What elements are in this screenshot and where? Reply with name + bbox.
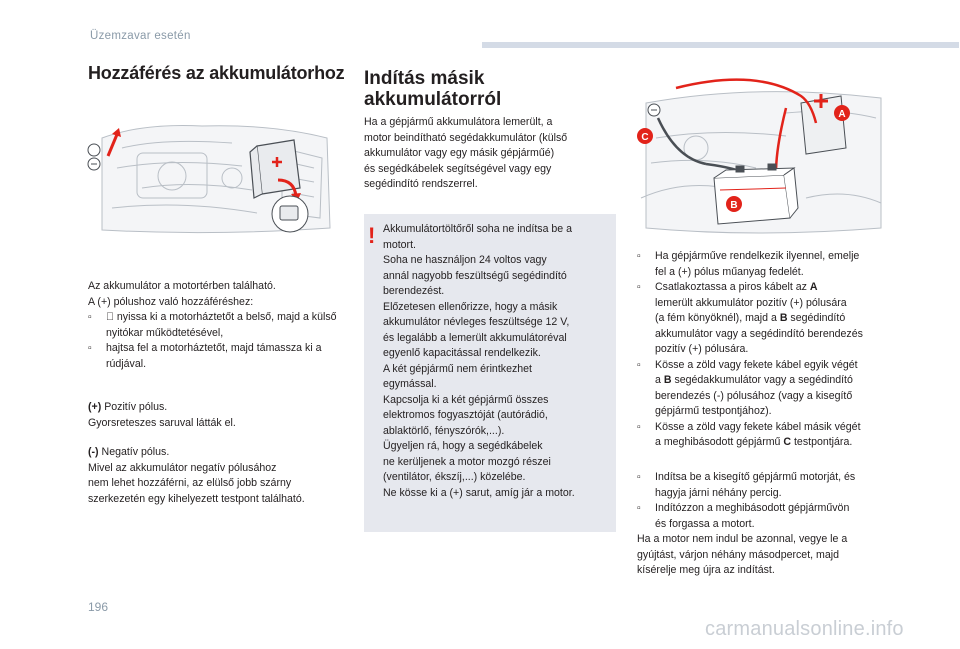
magnifier-detail xyxy=(272,196,308,232)
intro-line: Ha a gépjármű akkumulátora lemerült, a xyxy=(364,116,553,128)
bullet-marker: ▫ xyxy=(637,250,641,262)
warning-line: egyenlő kapacitással rendelkezik. xyxy=(383,347,541,359)
warning-line: annál nagyobb feszültségű segédindító xyxy=(383,269,567,282)
bullet-text: hajtsa fel a motorháztetőt, majd támassza ki a rúdjával. xyxy=(106,342,322,370)
left-body xyxy=(88,279,348,372)
warning-line: elektromos fogyasztóját (autórádió, xyxy=(383,409,548,421)
bullet-marker: ▫ xyxy=(88,311,92,323)
label-a: A xyxy=(838,109,846,120)
plus-pole-note xyxy=(88,400,348,431)
warning-line: és legalább a lemerült akkumulátoréval xyxy=(383,331,567,344)
step-item xyxy=(637,280,897,358)
step-line: Indítózzon a meghibásodott gépjárművön xyxy=(655,502,850,514)
warning-line: Akkumulátortöltőről soha ne indítsa be a xyxy=(383,223,573,235)
warning-line: Kapcsolja ki a két gépjármű összes xyxy=(383,393,549,406)
minus-text-2: nem lehet hozzáférni, az elülső jobb szárny xyxy=(88,477,292,489)
minus-text-1: Mivel az akkumulátor negatív pólusához xyxy=(88,461,277,474)
label-b: B xyxy=(730,200,738,211)
step-line: Kösse a zöld vagy fekete kábel másik végét xyxy=(655,420,861,433)
step-line: gépjármű testpontjához). xyxy=(655,405,772,417)
intro-line-2: A (+) pólushoz való hozzáféréshez: xyxy=(88,295,254,308)
warning-line: akkumulátor névleges feszültsége 12 V, xyxy=(383,316,570,328)
minus-pole-note xyxy=(88,445,358,507)
warning-line: motort. xyxy=(383,238,416,251)
warning-line: A két gépjármű nem érintkezhet xyxy=(383,362,532,375)
minus-title: Negatív pólus. xyxy=(98,446,170,458)
warning-line: ablaktörlő, fényszórók,...). xyxy=(383,424,505,437)
step-line: segédakkumulátor vagy a segédindító xyxy=(671,374,853,386)
tail-line: Ha a motor nem indul be azonnal, vegye le a xyxy=(637,533,848,545)
step-line: Indítsa be a kisegítő gépjármű motorját, és xyxy=(655,471,856,483)
label-ref: B xyxy=(663,374,672,386)
step-line: testpontjára. xyxy=(791,436,853,448)
middle-title-line-2: akkumulátorról xyxy=(364,89,502,110)
hood-release-icon xyxy=(88,144,100,156)
intro-line: akkumulátor vagy egy másik gépjárműé) xyxy=(364,147,555,159)
step-line: berendezés (-) pólusához (vagy a kisegítő xyxy=(655,389,853,402)
engine-bay-illustration xyxy=(82,118,334,238)
warning-line: Ne kösse ki a (+) sarut, amíg jár a motor. xyxy=(383,486,575,499)
step-line: fel a (+) pólus műanyag fedelét. xyxy=(655,265,804,278)
bullet-text: nyissa ki a motorháztetőt a belső, majd a külső nyitókar működtetésével, xyxy=(106,311,337,339)
warning-icon: ! xyxy=(368,223,376,248)
bullet-item xyxy=(88,310,348,341)
warning-text xyxy=(383,222,607,501)
intro-line: segédindító rendszerrel. xyxy=(364,178,478,190)
intro-line: és segédkábelek segítségével vagy egy xyxy=(364,162,552,175)
step-line: lemerült akkumulátor pozitív (+) pólusára xyxy=(655,296,847,309)
booster-battery xyxy=(714,164,798,224)
tail-line: kísérelje meg újra az indítást. xyxy=(637,564,775,576)
warning-line: egymással. xyxy=(383,378,437,390)
bullet-marker: ▫ xyxy=(637,502,641,514)
tail-line: gyújtást, várjon néhány másodpercet, majd xyxy=(637,548,839,561)
step-item xyxy=(637,249,897,280)
middle-title xyxy=(364,68,594,110)
step-line: hagyja járni néhány percig. xyxy=(655,486,782,499)
middle-title-line-1: Indítás másik xyxy=(364,68,485,89)
step-line: Kösse a zöld vagy fekete kábel egyik végét xyxy=(655,358,858,371)
watermark: carmanualsonline.info xyxy=(705,618,904,640)
step-line: Csatlakoztassa a piros kábelt az xyxy=(655,281,810,293)
intro-line-1: Az akkumulátor a motortérben található. xyxy=(88,280,276,292)
battery-box xyxy=(250,140,300,198)
middle-intro xyxy=(364,115,614,193)
minus-label: (-) xyxy=(88,446,99,458)
bullet-marker: ▫ xyxy=(637,471,641,483)
bullet-marker: ▫ xyxy=(637,358,641,371)
left-title: Hozzáférés az akkumulátorhoz xyxy=(88,63,345,83)
step-line: segédindító xyxy=(787,312,846,324)
step-line: akkumulátor vagy a segédindító berendezés xyxy=(655,327,863,340)
steps-list-2 xyxy=(637,470,897,579)
warning-line: ne kerüljenek a motor mozgó részei xyxy=(383,455,551,468)
page-number: 196 xyxy=(88,600,109,614)
jump-start-illustration xyxy=(636,78,888,238)
step-line: a xyxy=(655,374,664,386)
label-ref: B xyxy=(779,312,788,324)
plus-title: Pozitív pólus. xyxy=(101,401,168,413)
header-bar xyxy=(482,42,959,48)
bullet-marker: ▫ xyxy=(637,420,641,433)
steps-list-1 xyxy=(637,249,897,451)
warning-line: Soha ne használjon 24 voltos vagy xyxy=(383,254,547,266)
intro-line: motor beindítható segédakkumulátor (külső xyxy=(364,131,568,144)
step-item xyxy=(637,501,897,532)
step-line: és forgassa a motort. xyxy=(655,517,755,530)
plus-label: (+) xyxy=(88,401,102,413)
step-line: a meghibásodott gépjármű xyxy=(655,436,784,448)
label-c: C xyxy=(641,132,649,143)
label-ref: A xyxy=(809,281,818,293)
step-line: (a fém könyöknél), majd a xyxy=(655,312,780,324)
bullet-marker: ▫ xyxy=(88,342,92,354)
plus-text: Gyorsreteszes saruval látták el. xyxy=(88,416,236,429)
step-item xyxy=(637,420,897,451)
warning-line: berendezést. xyxy=(383,285,445,297)
bullet-marker: ▫ xyxy=(637,281,641,293)
warning-line: Ügyeljen rá, hogy a segédkábelek xyxy=(383,440,543,452)
warning-line: Előzetesen ellenőrizze, hogy a másik xyxy=(383,300,558,313)
step-item xyxy=(637,470,897,501)
step-line: Ha gépjárműve rendelkezik ilyennel, emelje xyxy=(655,250,860,262)
bullet-item xyxy=(88,341,348,372)
step-item xyxy=(637,358,897,420)
section-title: Üzemzavar esetén xyxy=(90,30,191,42)
warning-line: (ventilátor, ékszíj,...) közelébe. xyxy=(383,471,526,483)
step-line: pozitív (+) pólusára. xyxy=(655,343,749,355)
label-ref: C xyxy=(783,436,792,448)
minus-text-3: szerkezetén egy kihelyezett testpont található. xyxy=(88,492,305,505)
